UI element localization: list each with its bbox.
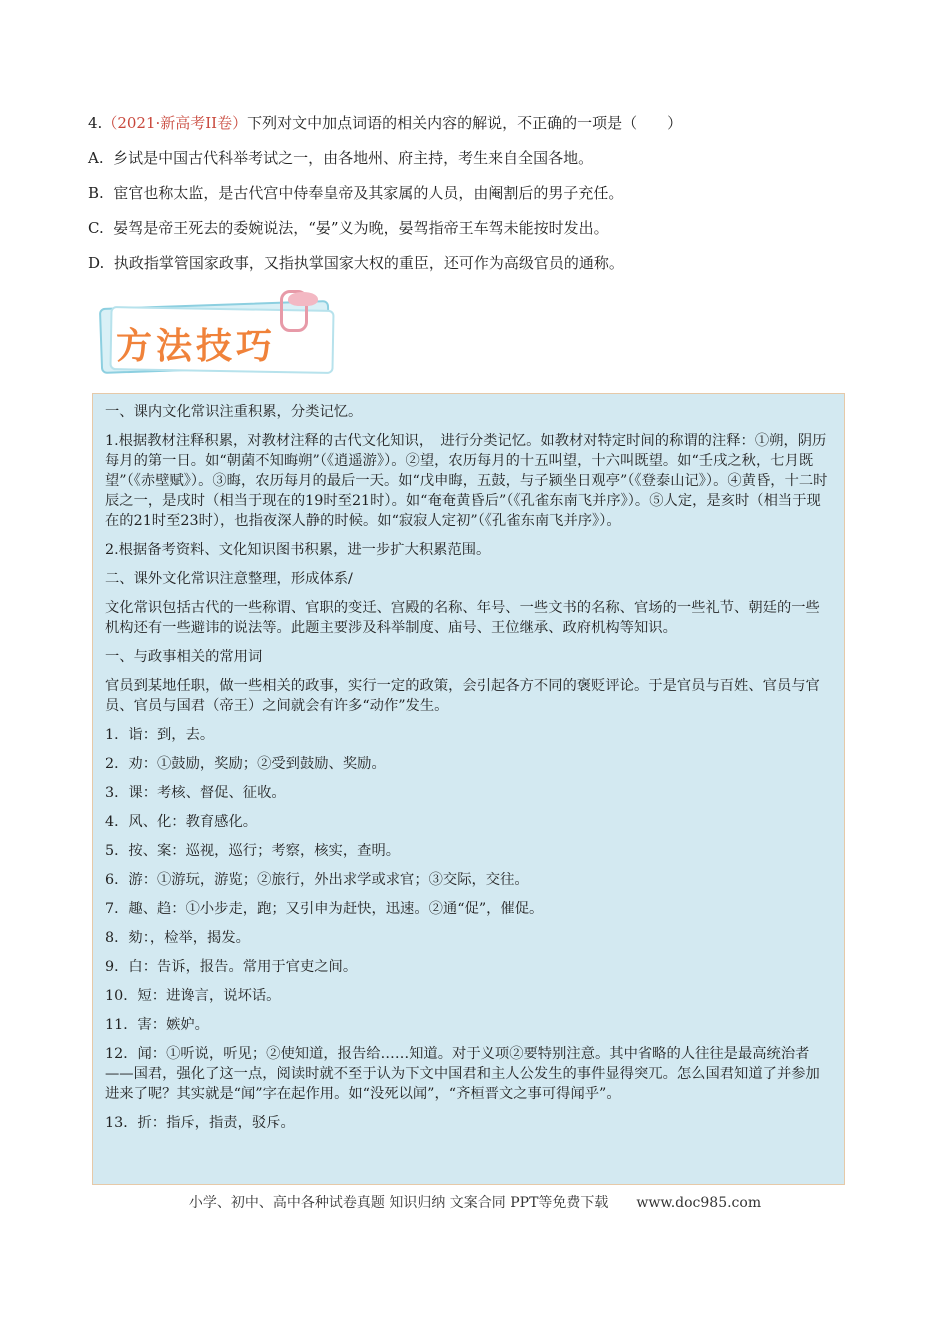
list-item: 9．白：告诉，报告。常用于官吏之间。 [105,959,358,975]
list-item: 5．按、案：巡视，巡行；考察，核实，查明。 [105,843,401,859]
list-item: 10．短：进谗言，说坏话。 [105,988,281,1004]
list-item: 2．劝：①鼓励，奖励；②受到鼓励、奖励。 [105,756,386,772]
option-b: B. 宦官也称太监，是古代宫中侍奉皇帝及其家属的人员，由阉割后的男子充任。 [88,184,624,202]
list-item: 1．诣：到，去。 [105,727,215,743]
paragraph: 1.根据教材注释积累，对教材注释的古代文化知识， 进行分类记忆。如教材对特定时间的称谓的注释：①朔，阴历每月的第一日。如“朝菌不知晦朔”（《逍遥游》）。②望，农历每月的十五叫望，十六叫既望。如“壬戌之秋，七月既望”（《赤壁赋》）。③晦，农历每月的最后一天。如“戊申晦，五鼓，与子颍坐日观亭”（《登泰山记》）。④黄昏，十二时辰之一，是戌时（相当于现在的19时至21时）。如“奄奄黄昏后”（《孔雀东南飞并序》）。⑤人定，是亥时（相当于现在的21时至23时），也指夜深人静的时候。如“寂寂人定初”（《孔雀东南飞并序》）。 [105,433,828,529]
page-footer: 小学、初中、高中各种试卷真题 知识归纳 文案合同 PPT等免费下载 www.doc985.com [188,1195,762,1211]
question-number: 4. [88,114,103,132]
question-source: （2021·新高考II卷） [102,114,248,132]
paragraph: 文化常识包括古代的一些称谓、官职的变迁、宫殿的名称、年号、一些文书的名称、官场的一些礼节、朝廷的一些机构还有一些避讳的说法等。此题主要涉及科举制度、庙号、王位继承、政府机构等知识。 [105,600,820,636]
method-banner [92,290,342,376]
list-item: 12．闻：①听说，听见；②使知道，报告给……知道。对于义项②要特别注意。其中省略的人往往是最高统治者——国君，强化了这一点，阅读时就不至于认为下文中国君和主人公发生的事件显得突兀。怎么国君知道了并参加进来了呢？其实就是“闻”字在起作用。如“没死以闻”，“齐桓晋文之事可得闻乎”。 [105,1046,820,1102]
list-item: 3．课：考核、督促、征收。 [105,785,286,801]
option-d: D. 执政指掌管国家政事，又指执掌国家大权的重臣，还可作为高级官员的通称。 [88,254,624,272]
list-item: 8．劾：，检举，揭发。 [105,930,250,946]
paragraph: 官员到某地任职，做一些相关的政事，实行一定的政策，会引起各方不同的褒贬评论。于是官员与百姓、官员与官员、官员与国君（帝王）之间就会有许多“动作”发生。 [105,678,820,714]
list-item: 13．折：指斥，指责，驳斥。 [105,1115,295,1131]
question-stem-line [88,112,868,134]
option-c: C. 晏驾是帝王死去的委婉说法，“晏”义为晚，晏驾指帝王车驾未能按时发出。 [88,219,609,237]
option-a: A. 乡试是中国古代科举考试之一，由各地州、府主持，考生来自全国各地。 [88,149,594,167]
paragraph: 一、与政事相关的常用词 [105,649,263,665]
banner-title: 方法技巧 [116,326,277,367]
question-stem: 下列对文中加点词语的相关内容的解说，不正确的一项是（ ） [247,114,683,132]
bow-icon [288,292,318,306]
list-item: 4．风、化：教育感化。 [105,814,258,830]
paragraph: 2.根据备考资料、文化知识图书积累，进一步扩大积累范围。 [105,542,491,558]
content-box [92,393,845,1185]
list-item: 6．游：①游玩，游览；②旅行，外出求学或求官；③交际，交往。 [105,872,529,888]
list-item: 11．害：嫉妒。 [105,1017,209,1033]
paragraph: 一、课内文化常识注重积累，分类记忆。 [105,404,363,420]
question-block [88,112,868,287]
list-item: 7．趣、趋：①小步走，跑；又引申为赶快，迅速。②通“促”，催促。 [105,901,544,917]
paragraph: 二、课外文化常识注意整理，形成体系/ [105,571,353,587]
